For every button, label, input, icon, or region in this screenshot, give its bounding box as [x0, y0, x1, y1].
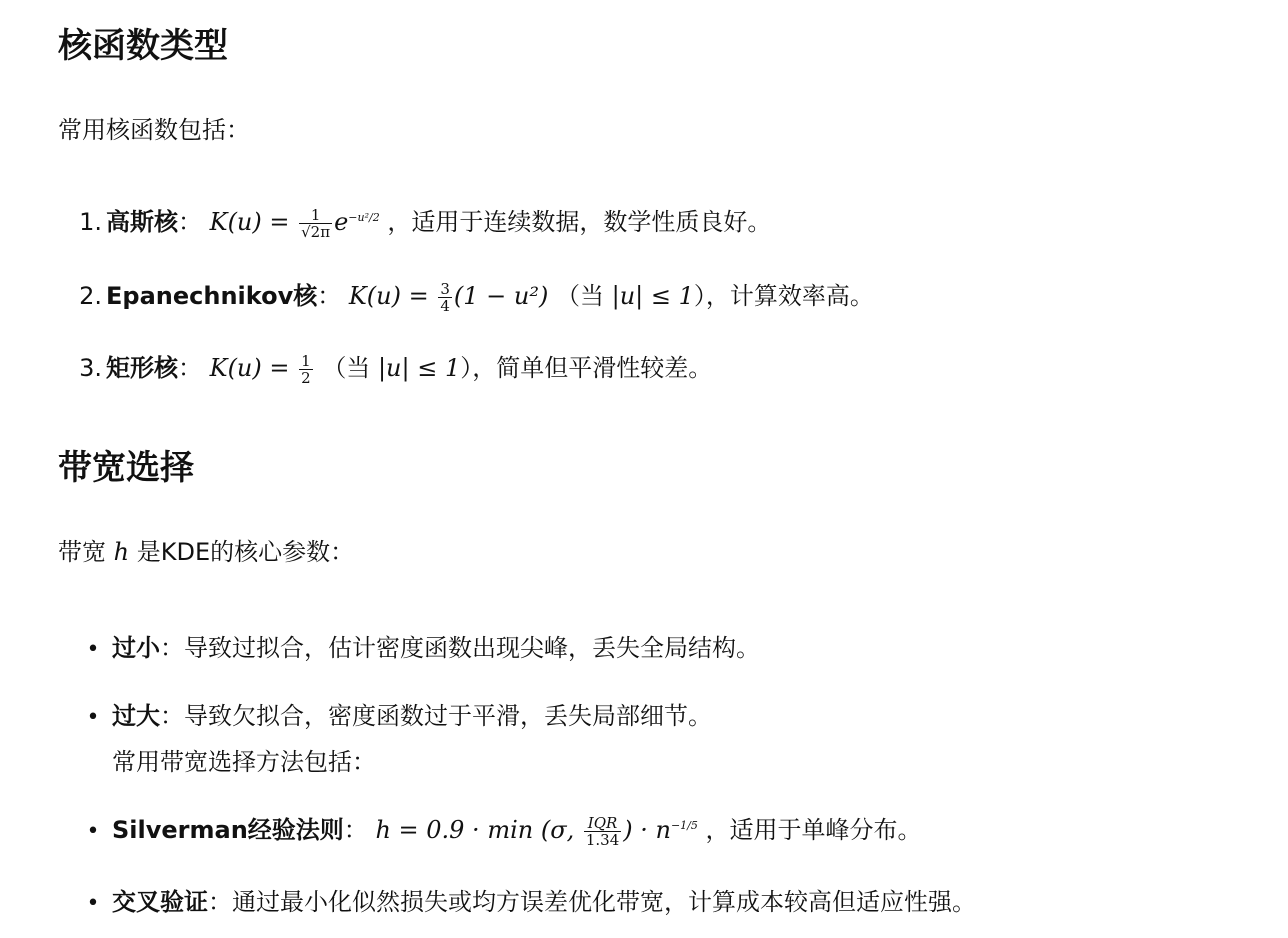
colon: ：	[160, 634, 184, 662]
condition-formula: |u| ≤ 1	[377, 354, 461, 382]
kernel-desc: ），简单但平滑性较差。	[460, 354, 713, 382]
condition-formula: |u| ≤ 1	[611, 282, 694, 310]
formula-fraction	[438, 281, 452, 314]
kernel-name	[106, 282, 317, 310]
bullet-icon: •	[86, 637, 100, 662]
silverman-formula	[375, 814, 698, 849]
fraction-denominator: 2	[301, 369, 311, 387]
epanechnikov-formula	[348, 280, 549, 315]
colon: ：	[160, 702, 184, 730]
item-desc: 导致过拟合，估计密度函数出现尖峰，丢失全局结构。	[184, 634, 760, 662]
fraction-denominator: 1.34	[585, 831, 620, 849]
bullet-icon: •	[86, 819, 100, 844]
colon: ：	[317, 282, 342, 310]
kernel-name-suffix: 核	[293, 282, 318, 310]
kernel-intro: 常用核函数包括：	[58, 116, 250, 144]
colon: ：	[178, 354, 202, 382]
list-item-too-large	[84, 700, 712, 734]
kernel-desc: ），计算效率高。	[693, 282, 874, 310]
list-item-cross-validation	[84, 886, 976, 920]
formula-exp-base: e	[334, 208, 349, 236]
colon: ：	[208, 888, 232, 916]
formula-lhs: K(u) =	[209, 208, 298, 236]
methods-intro: 常用带宽选择方法包括：	[112, 748, 376, 776]
rectangular-formula	[209, 352, 315, 387]
formula-exponent: −1/5	[670, 819, 698, 832]
item-name	[112, 816, 344, 844]
formula-fraction	[584, 815, 621, 848]
item-name: 过小	[112, 634, 160, 662]
formula-lhs: h = 0.9 · min (σ,	[375, 816, 582, 844]
item-name: 过大	[112, 702, 160, 730]
condition-open: （当	[322, 354, 378, 382]
bandwidth-variable: h	[113, 538, 130, 566]
intro-suffix: 是KDE的核心参数：	[129, 538, 355, 566]
formula-fraction	[299, 353, 313, 386]
list-number: 2.	[79, 282, 102, 310]
formula-tail: (1 − u²)	[453, 282, 549, 310]
bullet-icon: •	[86, 705, 100, 730]
list-item-epanechnikov-kernel	[72, 280, 874, 314]
kernel-desc: ，适用于连续数据，数学性质良好。	[387, 208, 772, 236]
fraction-numerator: 1	[301, 352, 311, 370]
kernel-name: 矩形核	[106, 354, 178, 382]
list-item-rectangular-kernel	[72, 352, 712, 386]
formula-mid: ) · n	[623, 816, 671, 844]
condition-open: （当	[555, 282, 612, 310]
item-desc: 通过最小化似然损失或均方误差优化带宽，计算成本较高但适应性强。	[232, 888, 976, 916]
kernel-name-prefix: Epanechnikov	[106, 282, 294, 310]
list-number: 3.	[79, 354, 102, 382]
colon: ：	[343, 816, 368, 844]
kernel-types-heading: 核函数类型	[58, 26, 228, 66]
item-desc: ，适用于单峰分布。	[705, 816, 922, 844]
list-item-gaussian-kernel	[72, 206, 771, 240]
list-number: 1.	[79, 208, 102, 236]
kernel-name: 高斯核	[106, 208, 178, 236]
formula-lhs: K(u) =	[348, 282, 437, 310]
fraction-denominator: 4	[440, 297, 450, 315]
item-name-suffix: 经验法则	[247, 816, 344, 844]
gaussian-formula	[209, 206, 380, 241]
intro-prefix: 带宽	[58, 538, 114, 566]
fraction-numerator: IQR	[584, 815, 621, 832]
item-name-prefix: Silverman	[112, 816, 248, 844]
item-name: 交叉验证	[112, 888, 208, 916]
bandwidth-intro	[58, 536, 354, 568]
formula-fraction	[299, 207, 332, 240]
fraction-denominator: √2π	[301, 223, 331, 241]
item-desc: 导致欠拟合，密度函数过于平滑，丢失局部细节。	[184, 702, 712, 730]
list-item-too-small	[84, 632, 760, 666]
list-item-silverman-rule	[84, 814, 922, 848]
bullet-icon: •	[86, 891, 100, 916]
fraction-numerator: 1	[299, 207, 332, 224]
colon: ：	[178, 208, 202, 236]
formula-exponent: −u²/2	[348, 211, 380, 224]
bandwidth-heading: 带宽选择	[58, 448, 194, 488]
formula-lhs: K(u) =	[209, 354, 298, 382]
fraction-numerator: 3	[440, 280, 450, 298]
